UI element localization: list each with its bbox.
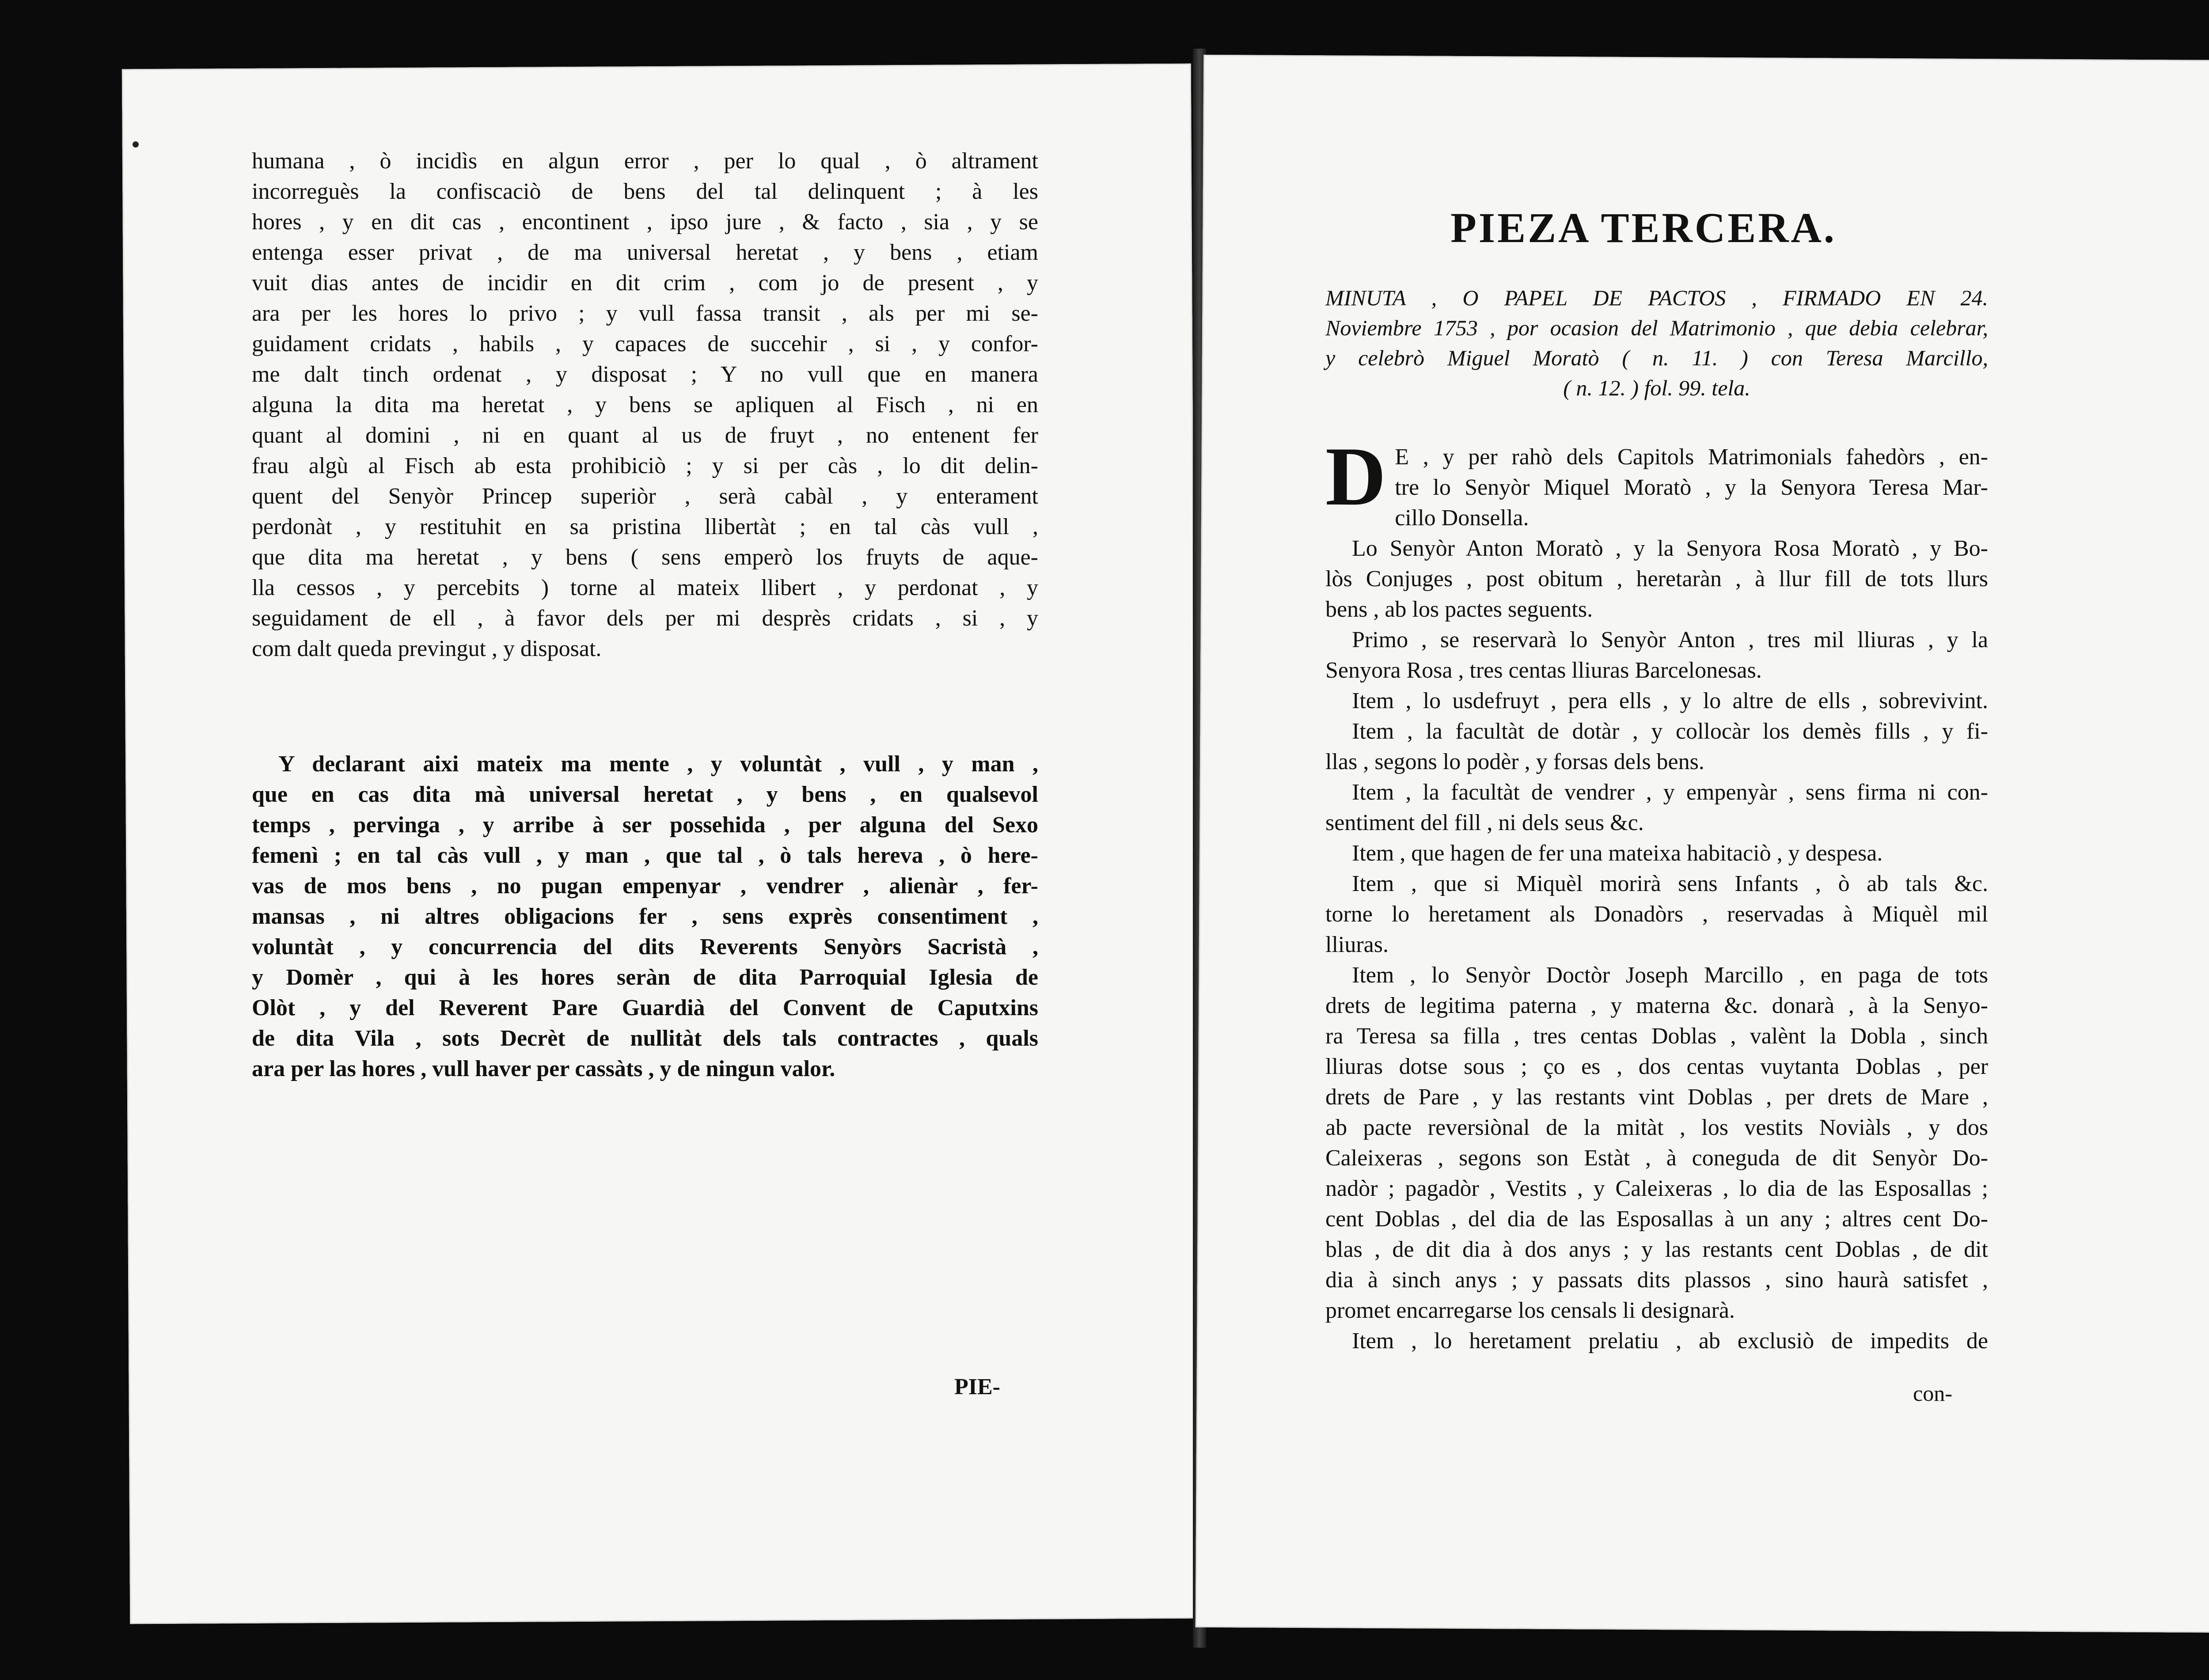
text-line: ara per les hores lo privo ; y vull fassa transit , als per mi se-	[252, 301, 1038, 326]
text-line: me dalt tinch ordenat , y disposat ; Y no vull que en manera	[252, 362, 1038, 387]
text-line: lla cessos , y percebits ) torne al mateix llibert , y perdonat , y	[252, 575, 1038, 600]
text-line: torne lo heretament als Donadòrs , reservadas à Miquèl mil	[1325, 902, 1988, 927]
drop-cap: D	[1325, 430, 1386, 523]
text-line: ( n. 12. ) fol. 99. tela.	[1563, 375, 1750, 400]
text-line: sentiment del fill , ni dels seus &c.	[1325, 810, 1644, 835]
text-line: y Domèr , qui à les hores seràn de dita Parroquial Iglesia de	[252, 965, 1038, 990]
text-line: E , y per rahò dels Capitols Matrimonials fahedòrs , en-	[1395, 444, 1988, 470]
text-line: temps , pervinga , y arribe à ser possehida , per alguna del Sexo	[252, 812, 1038, 838]
page-title: PIEZA TERCERA.	[1450, 204, 1837, 251]
text-line: MINUTA , O PAPEL DE PACTOS , FIRMADO EN 24.	[1325, 285, 1988, 310]
text-line: Item , la facultàt de dotàr , y collocàr los demès fills , y fi-	[1352, 719, 1988, 744]
right-body-text	[1325, 430, 1988, 1356]
text-line: drets de Pare , y las restants vint Doblas , per drets de Mare ,	[1325, 1085, 1988, 1110]
text-line: que dita ma heretat , y bens ( sens emperò los fruyts de aque-	[252, 545, 1038, 570]
text-line: llas , segons lo podèr , y forsas dels bens.	[1325, 749, 1704, 774]
text-line: cillo Donsella.	[1395, 505, 1529, 531]
text-line: alguna la dita ma heretat , y bens se apliquen al Fisch , ni en	[252, 392, 1038, 417]
text-line: lòs Conjuges , post obitum , heretaràn , à llur fill de tots llurs	[1325, 566, 1988, 592]
text-line: Lo Senyòr Anton Moratò , y la Senyora Rosa Moratò , y Bo-	[1352, 536, 1988, 561]
text-line: vas de mos bens , no pugan empenyar , vendrer , alienàr , fer-	[252, 873, 1038, 899]
catchword-left: PIE-	[954, 1374, 1000, 1399]
text-line: nadòr ; pagadòr , Vestits , y Caleixeras , lo dia de las Esposallas ;	[1325, 1176, 1988, 1201]
text-line: cent Doblas , del dia de las Esposallas à un any ; altres cent Do-	[1325, 1206, 1988, 1232]
text-line: ra Teresa sa filla , tres centas Doblas , valènt la Dobla , sinch	[1325, 1024, 1988, 1049]
text-line: Senyora Rosa , tres centas lliuras Barcelonesas.	[1325, 658, 1762, 683]
text-line: ab pacte reversiònal de la mitàt , los vestits Noviàls , y dos	[1325, 1115, 1988, 1140]
text-line: incorreguès la confiscaciò de bens del tal delinquent ; à les	[252, 179, 1038, 204]
text-line: Item , que si Miquèl morirà sens Infants , ò ab tals &c.	[1352, 871, 1988, 896]
text-line: Olòt , y del Reverent Pare Guardià del Convent de Caputxins	[252, 995, 1038, 1020]
text-line: com dalt queda previngut , y disposat.	[252, 636, 602, 661]
text-line: lliuras.	[1325, 932, 1389, 957]
text-line: de dita Vila , sots Decrèt de nullitàt dels tals contractes , quals	[252, 1026, 1038, 1051]
text-line: Item , lo Senyòr Doctòr Joseph Marcillo , en paga de tots	[1352, 963, 1988, 988]
text-line: bens , ab los pactes seguents.	[1325, 597, 1593, 622]
text-line: Item , lo heretament prelatiu , ab exclusiò de impedits de	[1352, 1328, 1988, 1354]
text-line: mansas , ni altres obligacions fer , sens exprès consentiment ,	[252, 904, 1038, 929]
ink-spot	[133, 141, 139, 148]
text-line: Primo , se reservarà lo Senyòr Anton , tres mil lliuras , y la	[1352, 627, 1988, 652]
text-line: frau algù al Fisch ab esta prohibiciò ; y si per càs , lo dit delin-	[252, 453, 1038, 478]
body-lines	[1325, 533, 1988, 1356]
text-line: lliuras dotse sous ; ço es , dos centas vuytanta Doblas , per	[1325, 1054, 1988, 1079]
text-line: vuit dias antes de incidir en dit crim , com jo de present , y	[252, 270, 1038, 296]
text-line: guidament cridats , habils , y capaces de succehir , si , y confor-	[252, 331, 1038, 356]
left-paragraph-2	[252, 749, 1038, 1084]
text-line: femenì ; en tal càs vull , y man , que tal , ò tals hereva , ò here-	[252, 843, 1038, 868]
text-line: blas , de dit dia à dos anys ; y las restants cent Doblas , de dit	[1325, 1237, 1988, 1262]
text-line: Item , lo usdefruyt , pera ells , y lo altre de ells , sobrevivint.	[1352, 688, 1988, 713]
text-line: tre lo Senyòr Miquel Moratò , y la Senyora Teresa Mar-	[1395, 475, 1988, 500]
text-line: Caleixeras , segons son Estàt , à coneguda de dit Senyòr Do-	[1325, 1145, 1988, 1171]
text-line: Y declarant aixi mateix ma mente , y voluntàt , vull , y man ,	[278, 751, 1038, 777]
text-line: hores , y en dit cas , encontinent , ipso jure , & facto , sia , y se	[252, 209, 1038, 235]
text-line: Noviembre 1753 , por ocasion del Matrimonio , que debia celebrar,	[1325, 315, 1988, 340]
text-line: dia à sinch anys ; y passats dits plassos , sino haurà satisfet ,	[1325, 1267, 1988, 1293]
text-line: promet encarregarse los censals li designarà.	[1325, 1298, 1735, 1323]
text-line: voluntàt , y concurrencia del dits Reverents Senyòrs Sacristà ,	[252, 934, 1038, 959]
text-line: perdonàt , y restituhit en sa pristina llibertàt ; en tal càs vull ,	[252, 514, 1038, 539]
opening-paragraph	[1325, 430, 1988, 533]
left-paragraph-1	[252, 146, 1038, 664]
subheading	[1325, 283, 1988, 403]
text-line: Item , que hagen de fer una mateixa habitaciò , y despesa.	[1352, 841, 1883, 866]
text-line: Item , la facultàt de vendrer , y empenyàr , sens firma ni con-	[1352, 780, 1988, 805]
first-paragraph	[1325, 430, 1988, 533]
text-line: seguidament de ell , à favor dels per mi desprès cridats , si , y	[252, 606, 1038, 631]
text-line: quent del Senyòr Princep superiòr , serà cabàl , y enterament	[252, 484, 1038, 509]
text-line: quant al domini , ni en quant al us de fruyt , no entenent fer	[252, 423, 1038, 448]
text-line: ara per las hores , vull haver per cassàts , y de ningun valor.	[252, 1056, 835, 1081]
text-line: y celebrò Miguel Moratò ( n. 11. ) con Teresa Marcillo,	[1325, 345, 1988, 370]
text-line: que en cas dita mà universal heretat , y bens , en qualsevol	[252, 782, 1038, 807]
text-line: entenga esser privat , de ma universal heretat , y bens , etiam	[252, 240, 1038, 265]
text-line: humana , ò incidìs en algun error , per lo qual , ò altrament	[252, 148, 1038, 174]
catchword-right: con-	[1913, 1381, 1952, 1406]
text-line: drets de legitima paterna , y materna &c. donarà , à la Senyo-	[1325, 993, 1988, 1018]
